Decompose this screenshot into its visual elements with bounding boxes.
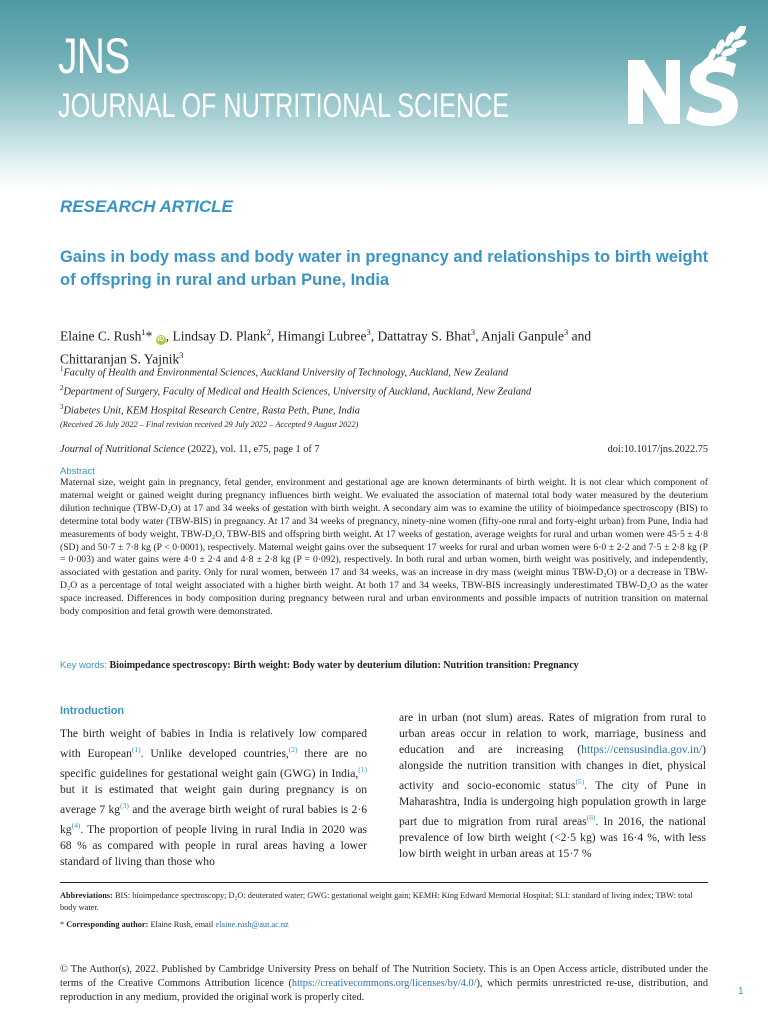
affiliation-item [60,381,700,400]
license-text: ), which permits unrestricted re-use, distribution, and reproduction in any medium, provided the original work is properly cited. [60,978,708,1003]
introduction-heading: Introduction [60,705,125,717]
citation-ref[interactable]: (1) [131,745,141,755]
intro-right-column [399,710,706,863]
journal-abbreviation: JNS [58,28,130,84]
affiliation-text: Department of Surgery, Faculty of Medical and Health Sciences, University of Auckland, Auckland, New Zealand [63,386,532,398]
affiliation-item [60,400,700,419]
author-name: , Himangi Lubree [270,328,367,344]
body-text: are in urban (not slum) areas. Rates of migration from rural to urban areas occur in relation to work, marriage, business and education and are increasing ( [399,711,706,757]
abstract-heading: Abstract [60,466,95,477]
footnote-divider [60,882,708,883]
citation-details: (2022), vol. 11, e75, page 1 of 7 [184,444,320,455]
journal-banner [0,0,768,190]
author-name: , Dattatray S. Bhat [370,328,471,344]
citation-ref[interactable]: (3) [120,801,129,811]
body-link[interactable]: https://censusindia.gov.in/ [581,743,703,757]
intro-left-column [60,726,367,870]
author-name: Chittaranjan S. Yajnik [60,351,180,366]
body-text: . In 2016, the national prevalence of low birth weight (<2·5 kg) was 16·4 %, with less low birth weight in urban areas at 15·7 % [399,815,707,861]
corresponding-label: Corresponding author: [64,920,149,929]
corresponding-author-footnote [60,920,708,929]
abstract-text: Maternal size, weight gain in pregnancy, fetal gender, environment and gestational age are known determinants of birth weight. It is not clear which component of maternal weight or gained weight during pregnancy influences birth weight. We evaluated the association of maternal total body water measured by the deuterium dilution technique (TBW-D₂O) at 17 and 34 weeks of gestation with birth weight. A secondary aim was to examine the utility of bioimpedance spectroscopy (BIS) to determine total body water (TBW-BIS) in pregnancy. At 17 and 34 weeks of pregnancy, ninety-nine women (fifty-one rural and forty-eight urban) from Pune, India had measurements of body weight, TBW-D₂O, TBW-BIS and offspring birth weight. At 17 weeks of gestation, average weights for rural and urban women were 45·5 ± 4·8 (SD) and 50·7 ± 7·8 kg (P < 0·0001), respectively. Maternal weight gains over the subsequent 17 weeks for rural and urban women were 6·0 ± 2·2 and 7·5 ± 2·8 kg (P = 0·003) and water gains were 4·0 ± 2·4 and 4·8 ± 2·8 kg (P = 0·092), respectively. In both rural and urban women, birth weight was positively, and independently, associated with gestation and parity. Only for rural women, between 17 and 34 weeks, was an increase in dry mass (weight minus TBW-D₂O) or a decrease in TBW-D₂O as a percentage of total weight associated with a higher birth weight. At both 17 and 34 weeks, TBW-BIS increasingly underestimated TBW-D₂O as the water space increased. Differences in body composition during pregnancy between rural and urban environments and possible impacts of nutrition transition on maternal body composition and fetal growth were demonstrated. [60,477,708,618]
body-text: . The city of Pune in Maharashtra, India is undergoing high population growth in large part due to migration from rural areas [399,779,706,829]
citation-ref[interactable]: (1) [358,765,367,775]
affiliation-list [60,362,700,419]
doi-text: doi:10.1017/jns.2022.75 [607,444,708,455]
license-statement [60,963,708,1005]
author-name: , Anjali Ganpule [475,328,564,344]
author-conjunction: and [568,328,592,344]
abbreviations-text: BIS: bioimpedance spectroscopy; D₂O: deuterated water; GWG: gestational weight gain; KEMH: King Edward Memorial Hospital; SLI: standard of living index; TBW: total body water. [60,891,693,912]
page-number: 1 [738,986,744,997]
corresponding-text: Elaine Rush, email [148,920,216,929]
citation-ref[interactable]: (2) [288,745,298,755]
affiliation-number: 3 [60,402,64,411]
author-affil-sup: 2 [266,327,271,337]
corresponding-star: * [145,328,153,344]
body-text: but it is estimated that weight gain during pregnancy is on average 7 kg [60,783,367,816]
citation-journal: Journal of Nutritional Science [60,444,185,455]
author-affil-sup: 3 [470,327,476,337]
affiliation-item [60,362,700,381]
citation-line [60,444,708,455]
body-text: . The proportion of people living in rural India in 2020 was 68 % as compared with people in rural areas having a lower standard of living than those who [60,822,367,869]
author-affil-sup: 3 [563,327,569,337]
article-type-label: RESEARCH ARTICLE [60,197,233,216]
body-text: there are no specific guidelines for gestational weight gain (GWG) in India, [60,746,368,780]
corresponding-email-link[interactable]: elaine.rush@aut.ac.nz [215,920,289,929]
license-link[interactable]: https://creativecommons.org/licenses/by/4.0/ [291,978,477,989]
affiliation-text: Faculty of Health and Environmental Sciences, Auckland University of Technology, Auckland, New Zealand [63,367,509,379]
orcid-icon[interactable]: iD [157,335,165,343]
keywords-line [60,659,708,672]
affiliation-text: Diabetes Unit, KEM Hospital Research Centre, Rasta Peth, Pune, India [63,405,360,417]
citation-ref[interactable]: (4) [71,821,81,831]
keywords-text: Bioimpedance spectroscopy: Birth weight: Body water by deuterium dilution: Nutrition transition: Pregnancy [109,660,579,671]
keywords-label: Key words: [60,660,107,671]
author-affil-sup: 1 [141,327,146,337]
author-affil-sup: 3 [179,349,184,360]
body-text: and the average birth weight of rural babies is 2·6 kg [60,802,367,836]
body-text: ) alongside the nutrition transition with changes in diet, physical activity and socio-economic status [399,743,706,793]
citation-ref[interactable]: (5) [575,777,585,787]
author-name: Elaine C. Rush [60,328,142,344]
license-text: © The Author(s), 2022. Published by Cambridge University Press on behalf of The Nutrition Society. This is an Open Access article, distributed under the terms of the Creative Commons Attribution licence ( [60,964,708,989]
abbreviations-footnote [60,890,708,914]
corresponding-star: * [60,920,65,929]
received-dates: (Received 26 July 2022 – Final revision received 29 July 2022 – Accepted 9 August 2022) [60,420,359,429]
ns-wheat-logo-icon [622,26,752,130]
article-title: Gains in body mass and body water in pregnancy and relationships to birth weight of offspring in rural and urban Pune, India [60,248,709,289]
citation-text [60,444,320,455]
author-affil-sup: 3 [366,327,371,337]
affiliation-number: 2 [60,383,64,392]
body-text: . Unlike developed countries, [140,746,289,760]
affiliation-number: 1 [60,365,64,373]
body-text: The birth weight of babies in India is relatively low compared with European [60,727,367,760]
author-name: , Lindsay D. Plank [165,328,267,344]
journal-full-name: JOURNAL OF NUTRITIONAL SCIENCE [58,87,510,125]
abbreviations-label: Abbreviations: [60,891,113,900]
citation-ref[interactable]: (6) [586,813,596,823]
